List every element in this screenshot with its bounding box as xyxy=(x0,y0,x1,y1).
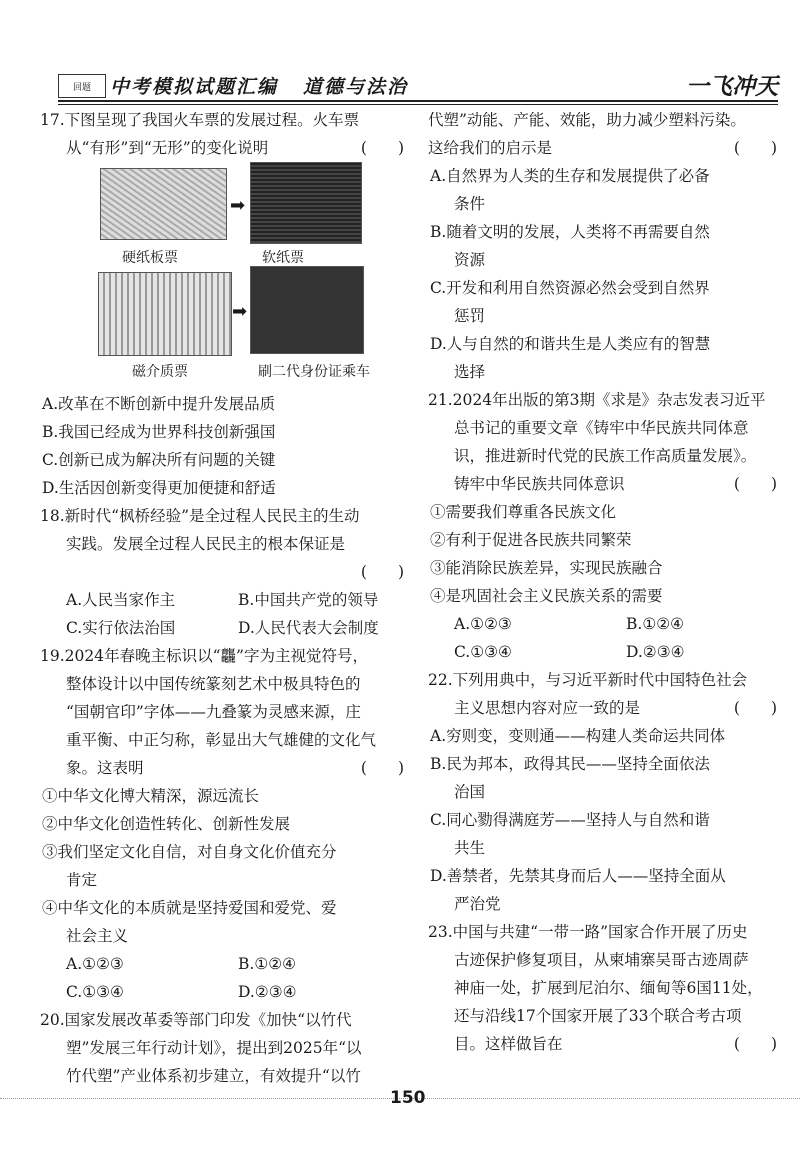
q23-line5: 目。这样做旨在 ( ) xyxy=(428,1030,783,1058)
q21-option-c: C.①③④ xyxy=(454,643,512,661)
q19-option-d: D.②③④ xyxy=(238,983,297,1001)
q20-line4: 代塑”动能、产能、效能，助力减少塑料污染。 xyxy=(428,111,746,129)
q21-option-a: A.①②③ xyxy=(454,615,512,633)
q20-option-a: A.自然界为人类的生存和发展提供了必备 xyxy=(430,167,710,185)
caption-hard-ticket: 硬纸板票 xyxy=(122,250,178,266)
q22-option-d-cont: 严治党 xyxy=(454,895,501,913)
soft-ticket-image xyxy=(250,162,362,244)
q22-option-c-cont: 共生 xyxy=(454,839,486,857)
q17-option-a: A.改革在不断创新中提升发展品质 xyxy=(42,395,276,413)
left-column xyxy=(40,106,410,1090)
q23-line3: 神庙一处，扩展到尼泊尔、缅甸等6国11处， xyxy=(454,979,763,997)
q17-stem-line2: 从“有形”到“无形”的变化说明 ( ) xyxy=(40,134,410,162)
arrow-right-icon: ➡ xyxy=(232,301,248,322)
header-rule xyxy=(58,100,778,102)
q19-line4: 重平衡、中正匀称，彰显出大气雄健的文化气 xyxy=(66,731,377,749)
q20-line1: 20.国家发展改革委等部门印发《加快“以竹代 xyxy=(40,1011,352,1029)
q18-option-a: A.人民当家作主 xyxy=(66,591,176,609)
brand-name: 一飞冲天 xyxy=(686,73,778,100)
book-title: 中考模拟试题汇编 xyxy=(110,76,279,98)
q22-option-d: D.善禁者，先禁其身而后人——坚持全面从 xyxy=(430,867,726,885)
magnetic-ticket-image xyxy=(98,272,232,356)
q20-option-d-cont: 选择 xyxy=(454,363,486,381)
q21-line1: 21.2024年出版的第3期《求是》杂志发表习近平 xyxy=(428,391,766,409)
q21-options xyxy=(428,610,783,666)
question-23 xyxy=(428,918,783,1058)
q19-line2: 整体设计以中国传统篆刻艺术中极具特色的 xyxy=(66,675,361,693)
q17-option-c: C.创新已成为解决所有问题的关键 xyxy=(42,451,276,469)
q22-stem-line1: 22.下列用典中，与习近平新时代中国特色社会 xyxy=(428,671,748,689)
q20-option-d: D.人与自然的和谐共生是人类应有的智慧 xyxy=(430,335,711,353)
q17-option-b: B.我国已经成为世界科技创新强国 xyxy=(42,423,276,441)
q21-option-b: B.①②④ xyxy=(626,615,685,633)
q19-item-3-cont: 肯定 xyxy=(66,871,98,889)
answer-bracket: ( ) xyxy=(733,699,777,717)
answer-bracket: ( ) xyxy=(360,563,404,581)
q22-option-b-cont: 治国 xyxy=(454,783,486,801)
q17-stem-line1: 17.下图呈现了我国火车票的发展过程。火车票 xyxy=(40,111,360,129)
hard-ticket-image xyxy=(100,168,227,240)
answer-bracket: ( ) xyxy=(360,139,404,157)
q20-line2: 塑”发展三年行动计划》，提出到2025年“以 xyxy=(66,1039,362,1057)
q18-bracket-line xyxy=(40,558,410,586)
q19-options xyxy=(40,950,410,1006)
q21-line4: 铸牢中华民族共同体意识 ( ) xyxy=(428,470,783,498)
q19-option-a: A.①②③ xyxy=(66,955,124,973)
question-19 xyxy=(40,642,410,1006)
q20-option-c: C.开发和利用自然资源必然会受到自然界 xyxy=(430,279,710,297)
page-header xyxy=(58,68,778,102)
q19-item-4: ④中华文化的本质就是坚持爱国和爱党、爱 xyxy=(42,899,337,917)
question-18 xyxy=(40,502,410,642)
q20-line5: 这给我们的启示是 ( ) xyxy=(428,134,783,162)
answer-bracket: ( ) xyxy=(733,1035,777,1053)
question-20-continued xyxy=(428,106,783,386)
q22-option-c: C.同心勠得满庭芳——坚持人与自然和谐 xyxy=(430,811,710,829)
q21-option-d: D.②③④ xyxy=(626,643,685,661)
q19-item-1: ①中华文化博大精深，源远流长 xyxy=(42,787,260,805)
q21-item-3: ③能消除民族差异，实现民族融合 xyxy=(430,559,663,577)
question-22 xyxy=(428,666,783,918)
question-20 xyxy=(40,1006,410,1090)
q22-option-b: B.民为邦本，政得其民——坚持全面依法 xyxy=(430,755,710,773)
q21-item-2: ②有利于促进各民族共同繁荣 xyxy=(430,531,632,549)
q19-option-c: C.①③④ xyxy=(66,983,124,1001)
answer-bracket: ( ) xyxy=(360,759,404,777)
q19-option-b: B.①②④ xyxy=(238,955,297,973)
book-logo: 回题 xyxy=(58,74,106,98)
header-rule-thin xyxy=(58,104,778,105)
q18-option-c: C.实行依法治国 xyxy=(66,619,176,637)
q21-item-1: ①需要我们尊重各民族文化 xyxy=(430,503,617,521)
ticket-figure xyxy=(40,162,410,390)
page-number: 150 xyxy=(390,1088,426,1108)
q21-item-4: ④是巩固社会主义民族关系的需要 xyxy=(430,587,663,605)
q19-item-2: ②中华文化创造性转化、创新性发展 xyxy=(42,815,291,833)
q20-line3: 竹代塑”产业体系初步建立，有效提升“以竹 xyxy=(66,1067,361,1085)
q19-line3: “国朝官印”字体——九叠篆为灵感来源，庄 xyxy=(66,703,361,721)
q18-options xyxy=(40,586,410,642)
caption-id-card: 刷二代身份证乘车 xyxy=(258,364,370,380)
q21-line2: 总书记的重要文章《铸牢中华民族共同体意 xyxy=(454,419,749,437)
question-21 xyxy=(428,386,783,666)
q19-item-3: ③我们坚定文化自信，对自身文化价值充分 xyxy=(42,843,337,861)
question-17 xyxy=(40,106,410,502)
q17-option-d: D.生活因创新变得更加便捷和舒适 xyxy=(42,479,276,497)
q20-option-b: B.随着文明的发展，人类将不再需要自然 xyxy=(430,223,710,241)
q19-line1: 19.2024年春晚主标识以“龘”字为主视觉符号， xyxy=(40,647,368,665)
q23-line4: 还与沿线17个国家开展了33个联合考古项 xyxy=(454,1007,742,1025)
q23-line2: 古迹保护修复项目，从柬埔寨吴哥古迹周萨 xyxy=(454,951,749,969)
caption-magnetic-ticket: 磁介质票 xyxy=(132,364,188,380)
id-card-boarding-image xyxy=(250,266,364,354)
q18-option-b: B.中国共产党的领导 xyxy=(238,591,379,609)
q22-stem-line2: 主义思想内容对应一致的是 ( ) xyxy=(428,694,783,722)
q19-line5: 象。这表明 ( ) xyxy=(40,754,410,782)
q18-option-d: D.人民代表大会制度 xyxy=(238,619,379,637)
arrow-right-icon: ➡ xyxy=(230,195,246,216)
answer-bracket: ( ) xyxy=(733,139,777,157)
q18-stem-line1: 18.新时代“枫桥经验”是全过程人民民主的生动 xyxy=(40,507,360,525)
q23-line1: 23.中国与共建“一带一路”国家合作开展了历史 xyxy=(428,923,748,941)
subject-title: 道德与法治 xyxy=(303,76,409,98)
q19-item-4-cont: 社会主义 xyxy=(66,927,129,945)
right-column xyxy=(428,106,783,1058)
q21-line3: 识，推进新时代党的民族工作高质量发展》。 xyxy=(454,447,757,465)
q20-option-b-cont: 资源 xyxy=(454,251,486,269)
q20-option-c-cont: 惩罚 xyxy=(454,307,486,325)
answer-bracket: ( ) xyxy=(733,475,777,493)
q20-option-a-cont: 条件 xyxy=(454,195,486,213)
q22-option-a: A.穷则变，变则通——构建人类命运共同体 xyxy=(430,727,726,745)
caption-soft-ticket: 软纸票 xyxy=(262,250,304,266)
q18-stem-line2: 实践。发展全过程人民民主的根本保证是 xyxy=(66,535,346,553)
